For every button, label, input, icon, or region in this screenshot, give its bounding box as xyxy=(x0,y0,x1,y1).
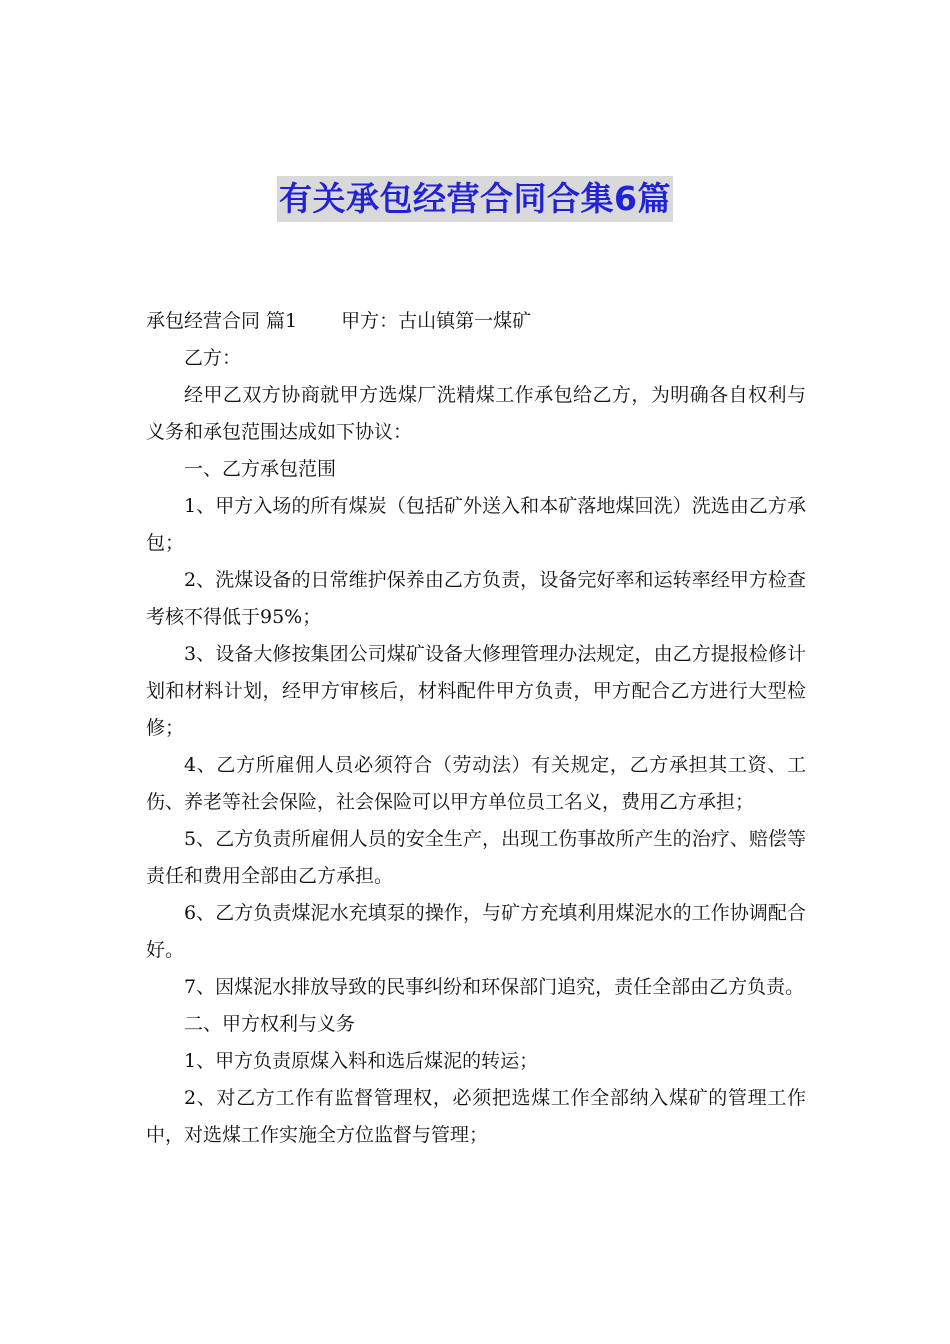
clause-1-5: 5、乙方负责所雇佣人员的安全生产，出现工伤事故所产生的治疗、赔偿等责任和费用全部由乙方承担。 xyxy=(146,828,806,887)
clause-1-4: 4、乙方所雇佣人员必须符合（劳动法）有关规定，乙方承担其工资、工伤、养老等社会保险，社会保险可以甲方单位员工名义，费用乙方承担； xyxy=(146,754,806,813)
clause-1-2: 2、洗煤设备的日常维护保养由乙方负责，设备完好率和运转率经甲方检查考核不得低于95%； xyxy=(146,569,806,628)
document-body xyxy=(146,303,806,1154)
paragraph-party-b: 乙方： xyxy=(184,347,242,369)
paragraph-intro: 经甲乙双方协商就甲方选煤厂洗精煤工作承包给乙方，为明确各自权利与义务和承包范围达成如下协议： xyxy=(146,384,806,443)
section-label: 承包经营合同 篇1 xyxy=(146,310,298,332)
title-container xyxy=(0,176,950,222)
document-title: 有关承包经营合同合集6篇 xyxy=(277,176,673,222)
clause-1-1: 1、甲方入场的所有煤炭（包括矿外送入和本矿落地煤回洗）洗选由乙方承包； xyxy=(146,495,806,554)
section-heading-1: 一、乙方承包范围 xyxy=(184,458,337,480)
clause-2-1: 1、甲方负责原煤入料和选后煤泥的转运； xyxy=(184,1050,539,1072)
clause-1-6: 6、乙方负责煤泥水充填泵的操作，与矿方充填利用煤泥水的工作协调配合好。 xyxy=(146,902,806,961)
heading-line xyxy=(146,303,806,340)
clause-1-7: 7、因煤泥水排放导致的民事纠纷和环保部门追究，责任全部由乙方负责。 xyxy=(184,976,805,998)
clause-1-3: 3、设备大修按集团公司煤矿设备大修理管理办法规定，由乙方提报检修计划和材料计划，经甲方审核后，材料配件甲方负责，甲方配合乙方进行大型检修； xyxy=(146,643,806,739)
section-heading-2: 二、甲方权利与义务 xyxy=(184,1013,356,1035)
party-a-line: 甲方：古山镇第一煤矿 xyxy=(341,310,532,332)
clause-2-2: 2、对乙方工作有监督管理权，必须把选煤工作全部纳入煤矿的管理工作中，对选煤工作实施全方位监督与管理； xyxy=(146,1087,806,1146)
